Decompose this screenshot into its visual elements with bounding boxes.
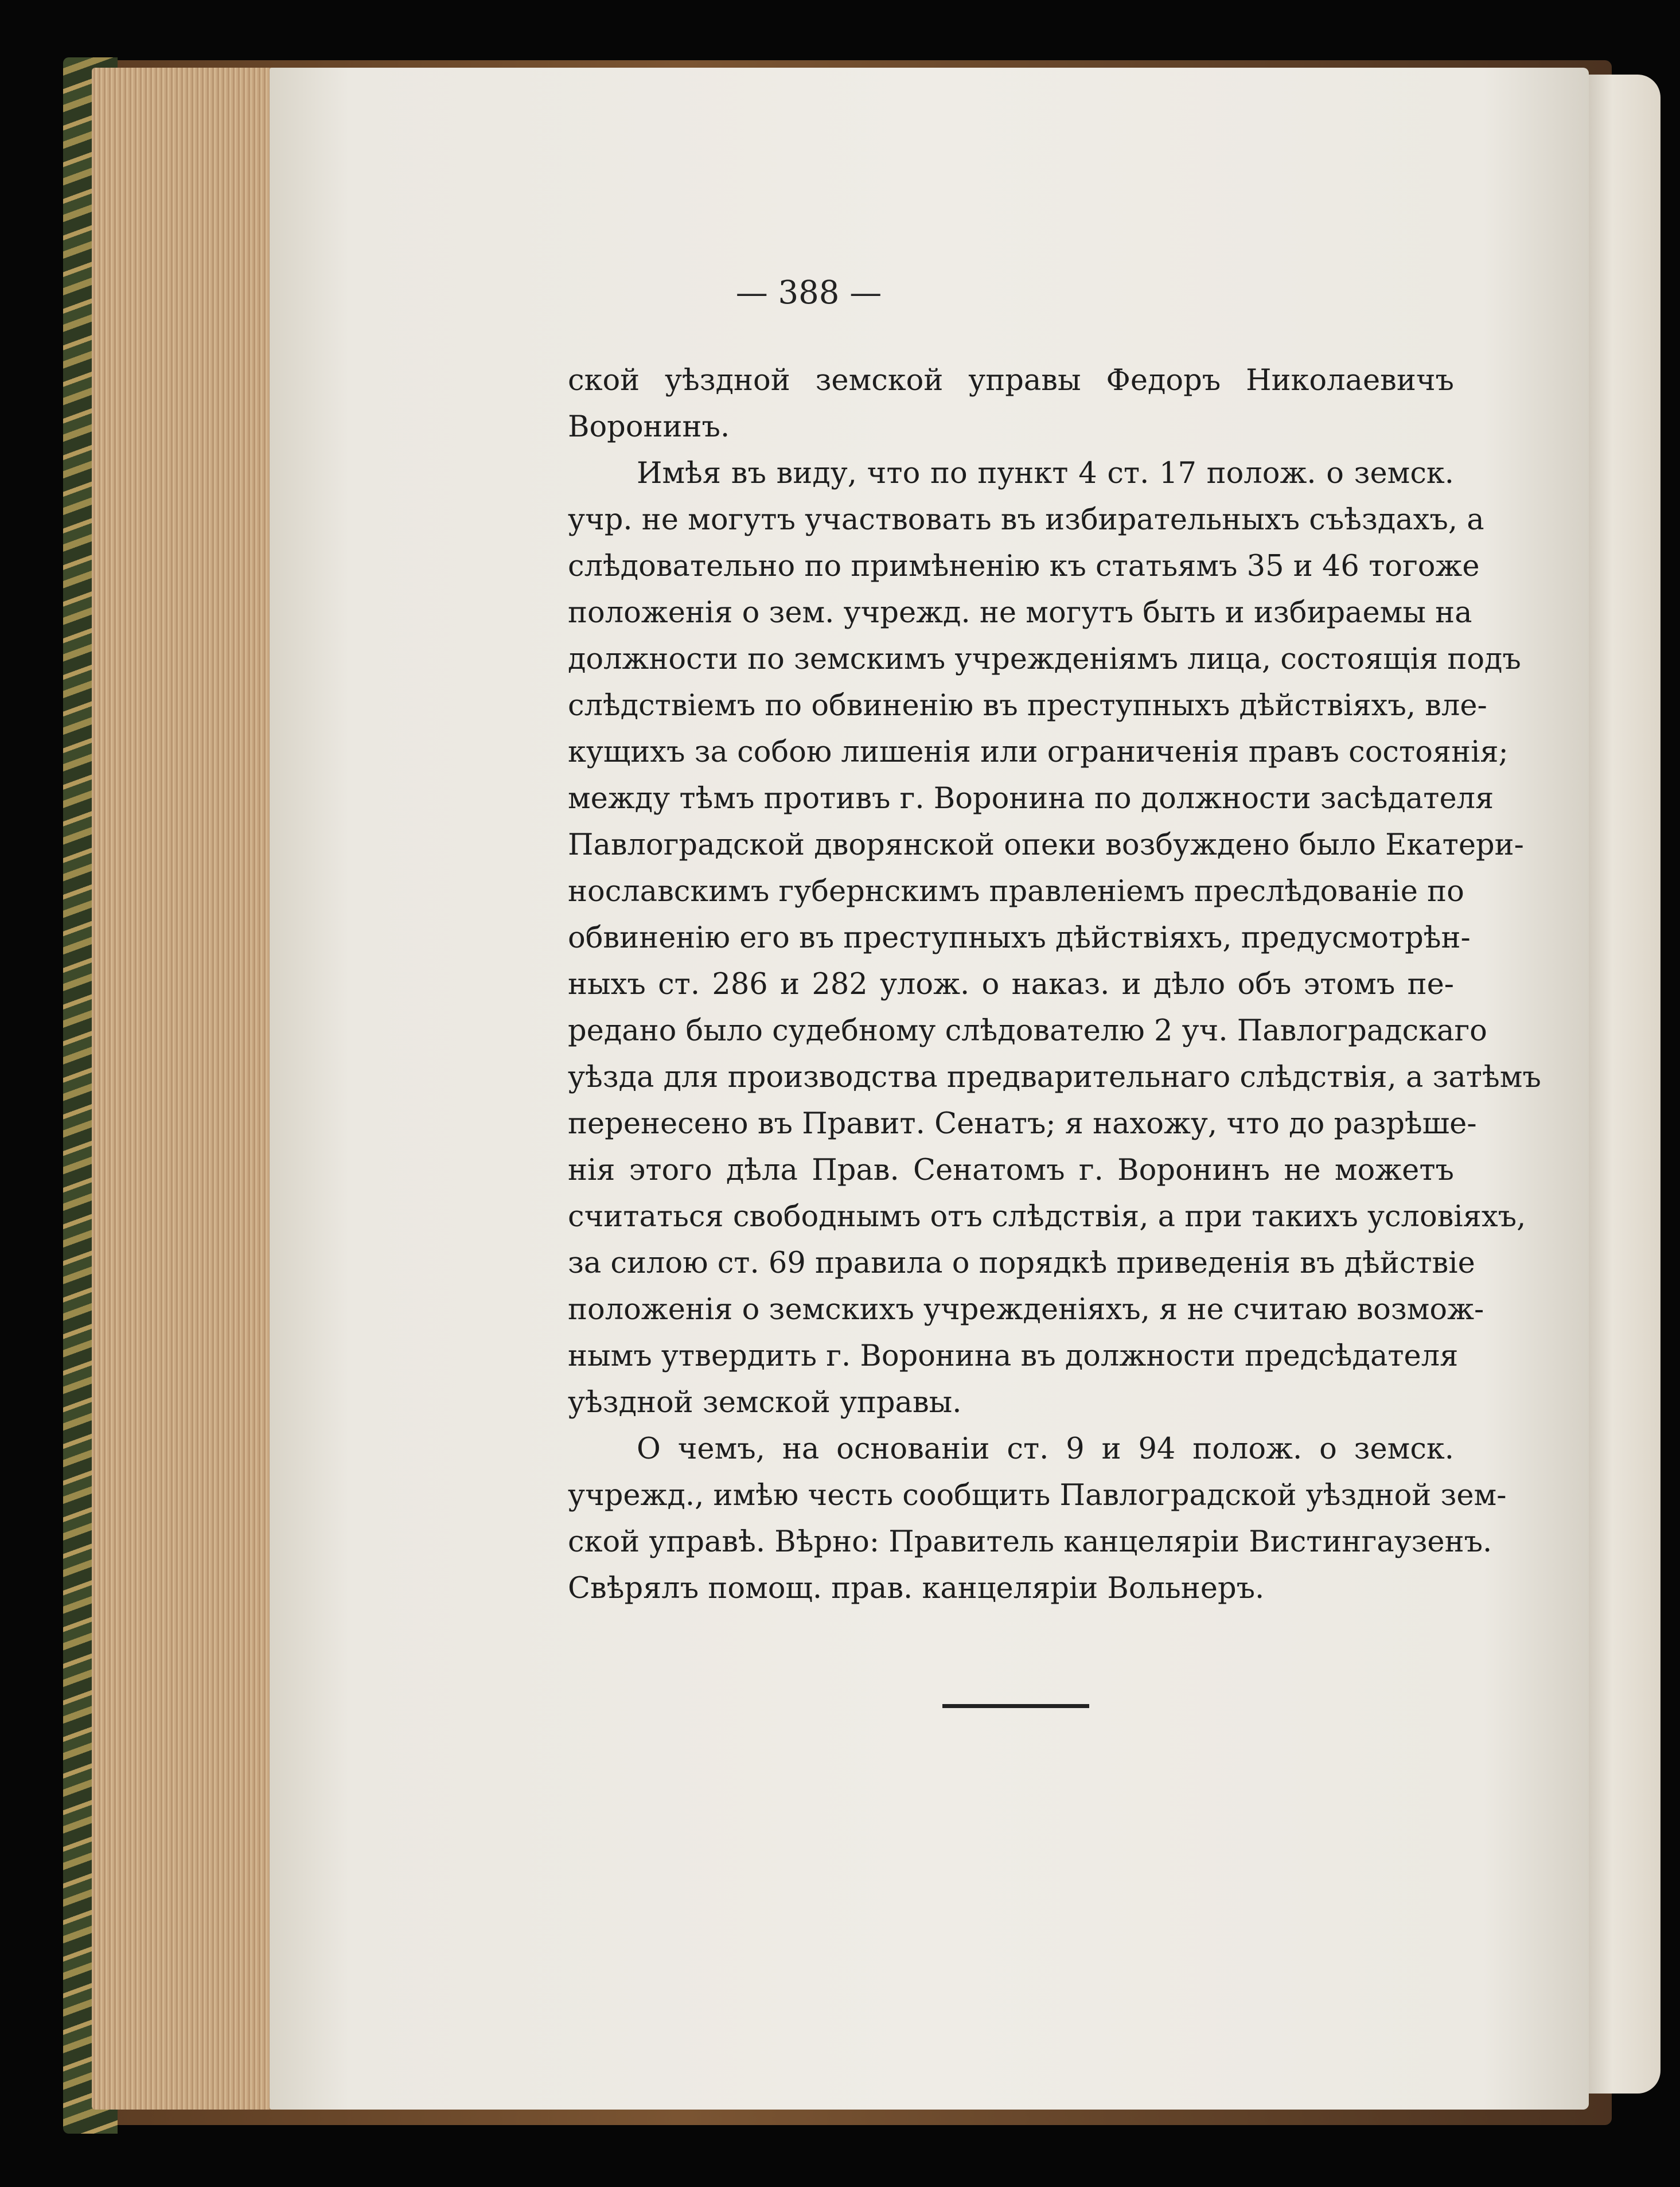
text-line: нославскимъ губернскимъ правленіемъ преслѣдованіе по [568, 875, 1464, 909]
text-line: ныхъ ст. 286 и 282 улож. о наказ. и дѣло объ этомъ пе- [568, 968, 1454, 1001]
text-line: нія этого дѣла Прав. Сенатомъ г. Воронинъ не можетъ [568, 1153, 1454, 1187]
text-line: должности по земскимъ учрежденіямъ лица, состоящія подъ [568, 642, 1521, 676]
text-line: за силою ст. 69 правила о порядкѣ приведенія въ дѣйствіе [568, 1246, 1475, 1280]
text-line: учрежд., имѣю честь сообщить Павлоградской уѣздной зем- [568, 1479, 1507, 1512]
text-line: слѣдствіемъ по обвиненію въ преступныхъ дѣйствіяхъ, вле- [568, 689, 1487, 723]
text-line: уѣздной земской управы. [568, 1386, 962, 1420]
text-line: перенесено въ Правит. Сенатъ; я нахожу, что до разрѣше- [568, 1107, 1477, 1141]
text-line: редано было судебному слѣдователю 2 уч. Павлоградскаго [568, 1014, 1487, 1048]
text-line: Свѣрялъ помощ. прав. канцеляріи Вольнеръ. [568, 1572, 1265, 1605]
text-line: положенія о зем. учрежд. не могутъ быть и избираемы на [568, 596, 1472, 630]
page-body-text [568, 357, 1541, 1612]
text-line: кущихъ за собою лишенія или ограниченія правъ состоянія; [568, 735, 1509, 769]
text-line: О чемъ, на основаніи ст. 9 и 94 полож. о земск. [637, 1432, 1454, 1466]
text-line: слѣдовательно по примѣненію къ статьямъ 35 и 46 тогоже [568, 549, 1480, 583]
text-line: Имѣя въ виду, что по пункт 4 ст. 17 полож. о земск. [637, 457, 1454, 490]
text-line: Павлоградской дворянской опеки возбуждено было Екатери- [568, 828, 1524, 862]
text-line: ской управѣ. Вѣрно: Правитель канцеляріи Вистингаузенъ. [568, 1525, 1492, 1559]
text-line: положенія о земскихъ учрежденіяхъ, я не считаю возмож- [568, 1293, 1484, 1327]
text-line: обвиненію его въ преступныхъ дѣйствіяхъ, предусмотрѣн- [568, 921, 1471, 955]
text-line: уѣзда для производства предварительнаго слѣдствія, а затѣмъ [568, 1061, 1541, 1094]
section-divider-rule [942, 1704, 1089, 1708]
text-line: считаться свободнымъ отъ слѣдствія, а при такихъ условіяхъ, [568, 1200, 1526, 1234]
facing-page-edge [1580, 75, 1660, 2094]
text-line: нымъ утвердить г. Воронина въ должности предсѣдателя [568, 1339, 1459, 1373]
text-line: ской уѣздной земской управы Федоръ Николаевичъ [568, 364, 1454, 397]
book-page [270, 68, 1589, 2110]
page-number: — 388 — [735, 274, 882, 311]
text-line: Воронинъ. [568, 410, 730, 444]
text-line: учр. не могутъ участвовать въ избирательныхъ съѣздахъ, а [568, 503, 1484, 537]
text-line: между тѣмъ противъ г. Воронина по должности засѣдателя [568, 782, 1494, 816]
